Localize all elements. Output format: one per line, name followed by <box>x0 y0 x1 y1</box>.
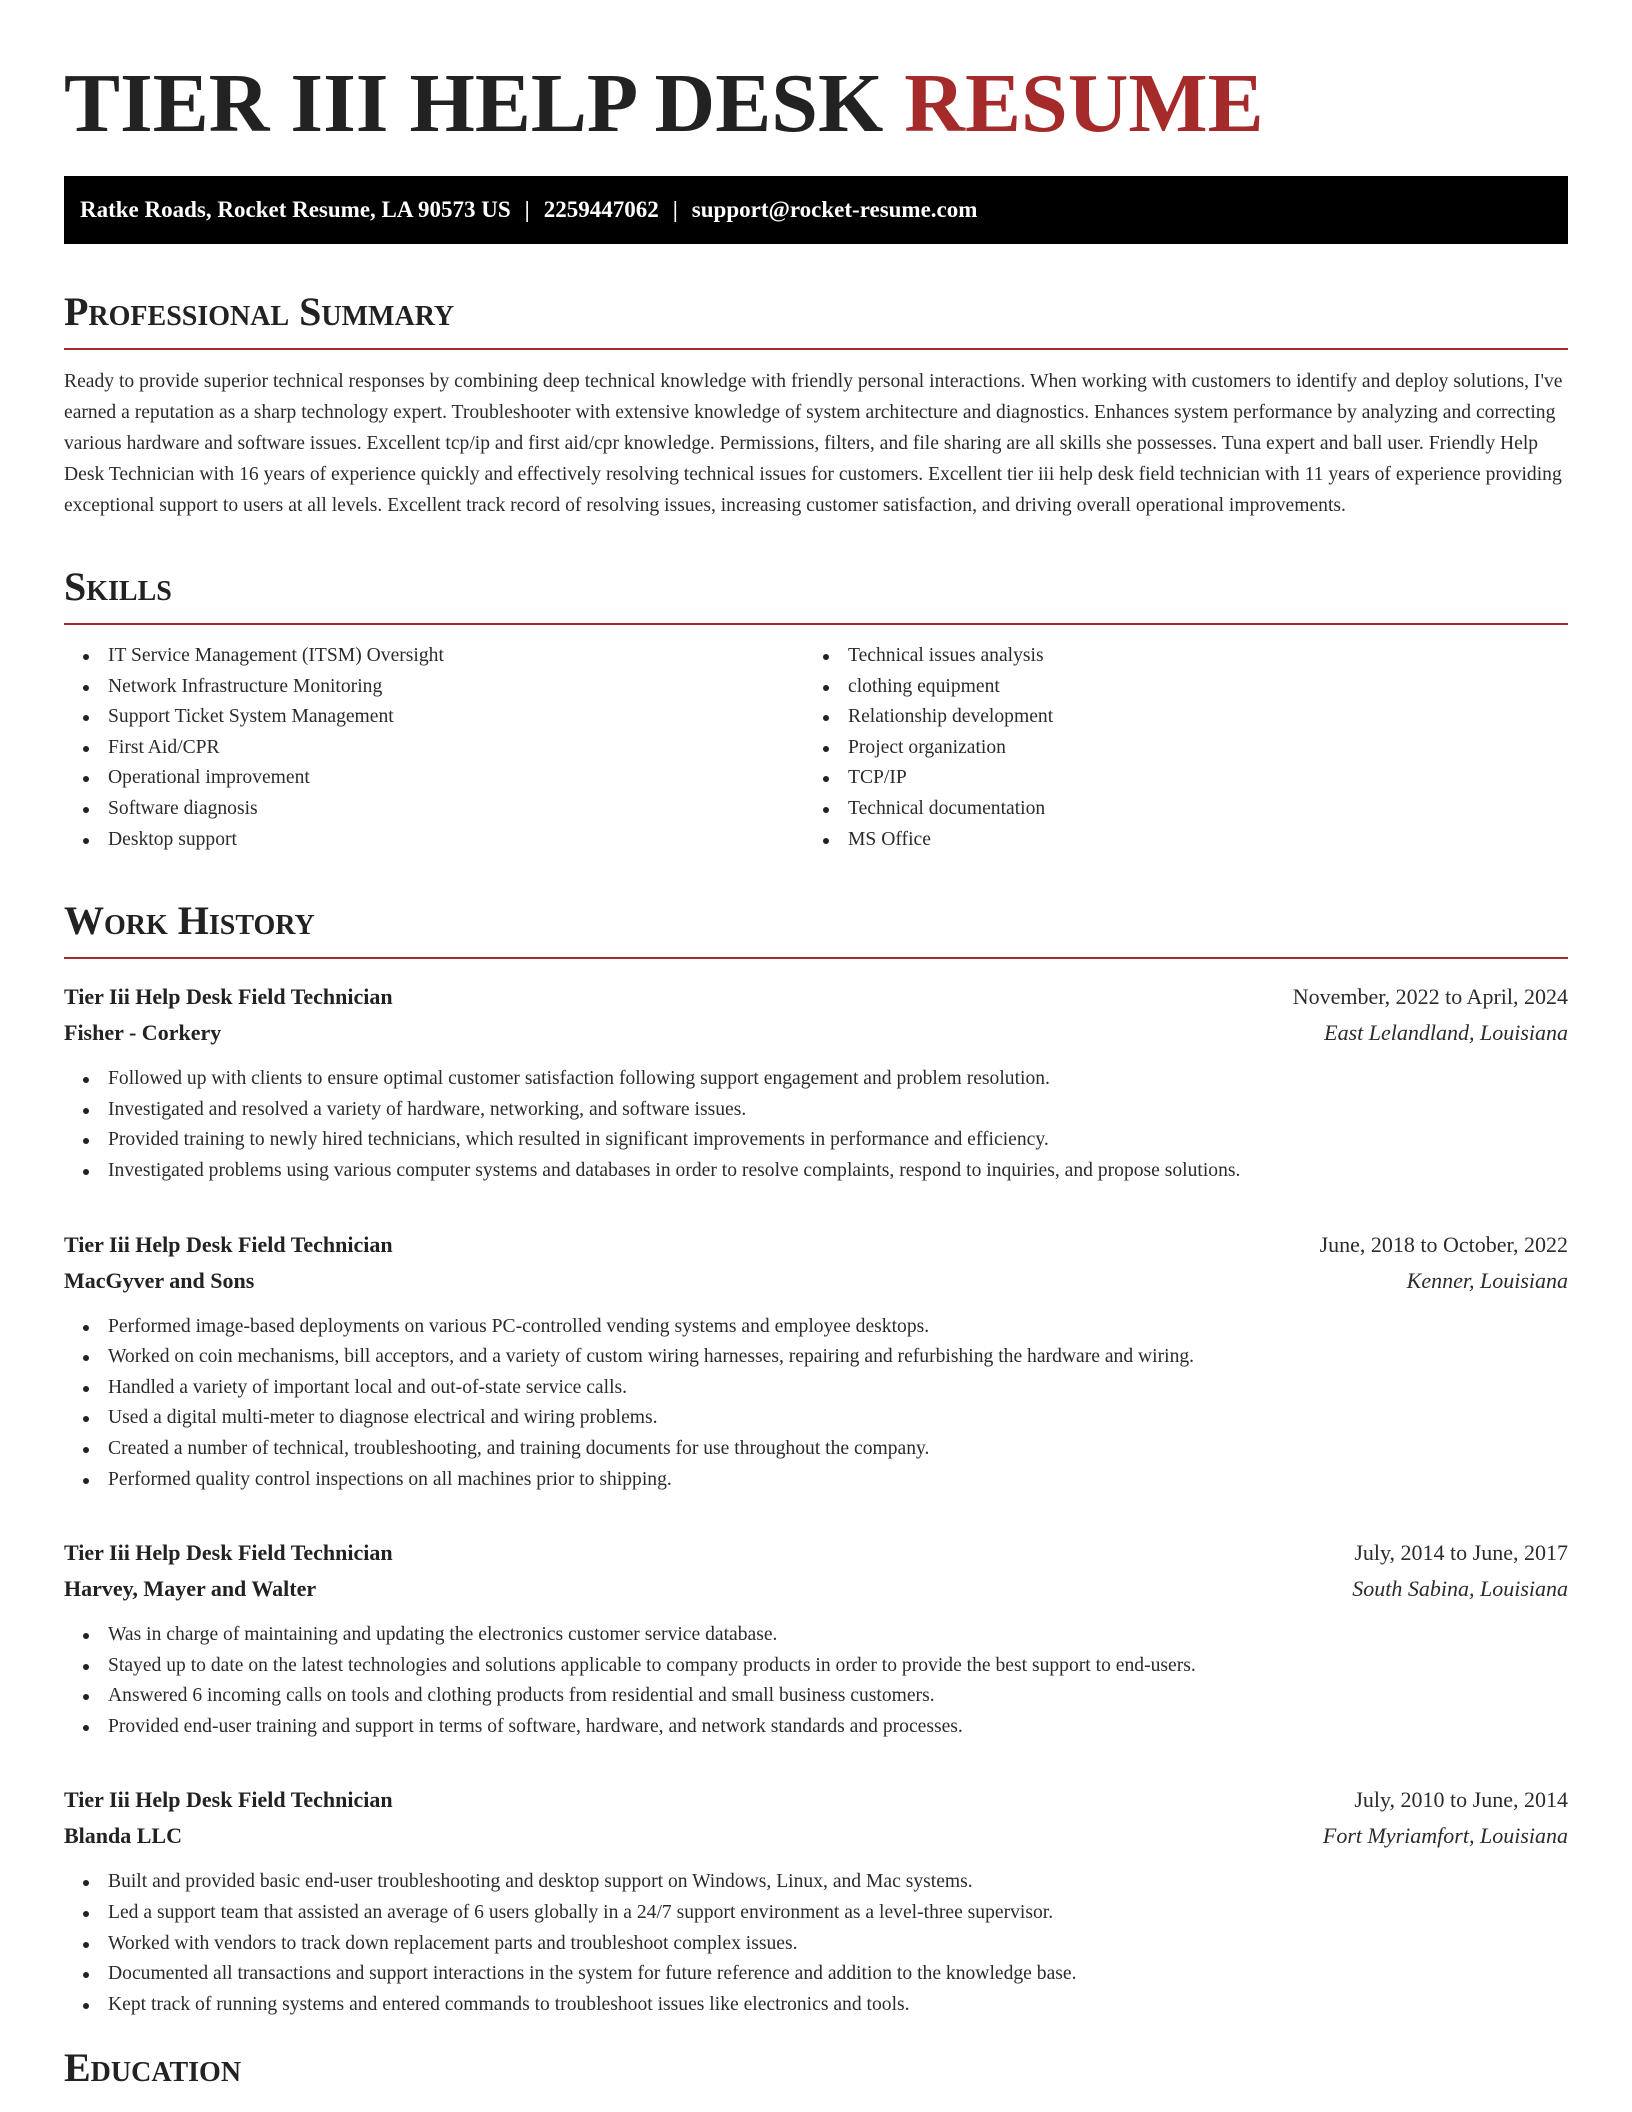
job-company-row <box>64 1015 1568 1051</box>
job-bullet: Investigated problems using various computer systems and databases in order to resolve complaints, respond to inquiries, and propose solutions. <box>64 1156 1568 1187</box>
skill-item: Project organization <box>804 733 1544 764</box>
job-location: South Sabina, Louisiana <box>1352 1576 1568 1602</box>
job-bullet: Performed quality control inspections on all machines prior to shipping. <box>64 1465 1568 1496</box>
job-location: Kenner, Louisiana <box>1406 1267 1568 1293</box>
job-bullet: Worked on coin mechanisms, bill acceptors, and a variety of custom wiring harnesses, repairing and refurbishing the hardware and wiring. <box>64 1342 1568 1373</box>
resume-title <box>64 56 1568 152</box>
job-company: Harvey, Mayer and Walter <box>64 1576 317 1602</box>
contact-separator: | <box>524 197 530 222</box>
summary-section <box>64 288 1568 521</box>
job-company: MacGyver and Sons <box>64 1267 255 1293</box>
job-title: Tier Iii Help Desk Field Technician <box>64 1787 393 1813</box>
work-history-heading: Work History <box>64 897 1568 959</box>
job-bullet: Followed up with clients to ensure optimal customer satisfaction following support engagement and problem resolution. <box>64 1064 1568 1095</box>
job-company-row <box>64 1263 1568 1299</box>
job-bullets <box>64 1867 1568 2020</box>
job-location: East Lelandland, Louisiana <box>1324 1020 1568 1046</box>
contact-separator: | <box>672 197 678 222</box>
education-section <box>64 2044 1568 2104</box>
job-entry <box>64 979 1568 1186</box>
job-bullet: Built and provided basic end-user troubleshooting and desktop support on Windows, Linux, and Mac systems. <box>64 1867 1568 1898</box>
summary-text: Ready to provide superior technical responses by combining deep technical knowledge with friendly personal interactions. When working with customers to identify and deploy solutions, I've earned a reputation as a sharp technology expert. Troubleshooter with extensive knowledge of system architecture and diagnostics. Enhances system performance by analyzing and correcting various hardware and software issues. Excellent tcp/ip and first aid/cpr knowledge. Permissions, filters, and file sharing are all skills she possesses. Tuna expert and ball user. Friendly Help Desk Technician with 16 years of experience quickly and effectively resolving technical issues for customers. Excellent tier iii help desk field technician with 11 years of experience providing exceptional support to users at all levels. Excellent track record of resolving issues, increasing customer satisfaction, and driving overall operational improvements. <box>64 371 1563 516</box>
skill-item: TCP/IP <box>804 763 1544 794</box>
skill-item: Network Infrastructure Monitoring <box>64 672 804 703</box>
job-title-row <box>64 1782 1568 1818</box>
skill-item: Technical issues analysis <box>804 641 1544 672</box>
job-bullet: Answered 6 incoming calls on tools and clothing products from residential and small business customers. <box>64 1681 1568 1712</box>
job-bullet: Documented all transactions and support interactions in the system for future reference and addition to the knowledge base. <box>64 1959 1568 1990</box>
education-heading: Education <box>64 2045 242 2091</box>
contact-phone[interactable]: 2259447062 <box>543 197 659 222</box>
job-bullet: Performed image-based deployments on various PC-controlled vending systems and employee desktops. <box>64 1312 1568 1343</box>
title-accent: RESUME <box>904 57 1264 150</box>
skills-columns <box>64 641 1568 855</box>
summary-heading: Professional Summary <box>64 288 1568 350</box>
job-title: Tier Iii Help Desk Field Technician <box>64 1231 393 1257</box>
contact-bar <box>64 176 1568 244</box>
job-entry <box>64 1782 1568 2020</box>
skills-section <box>64 563 1568 855</box>
job-company-row <box>64 1571 1568 1607</box>
job-bullet: Provided training to newly hired technicians, which resulted in significant improvements in performance and efficiency. <box>64 1125 1568 1156</box>
skill-item: IT Service Management (ITSM) Oversight <box>64 641 804 672</box>
skill-item: Support Ticket System Management <box>64 702 804 733</box>
job-company-row <box>64 1818 1568 1854</box>
job-bullet: Created a number of technical, troubleshooting, and training documents for use throughout the company. <box>64 1434 1568 1465</box>
job-bullet: Led a support team that assisted an average of 6 users globally in a 24/7 support environment as a level-three supervisor. <box>64 1898 1568 1929</box>
job-dates: June, 2018 to October, 2022 <box>1319 1231 1568 1257</box>
job-bullet: Used a digital multi-meter to diagnose electrical and wiring problems. <box>64 1403 1568 1434</box>
skill-item: Relationship development <box>804 702 1544 733</box>
resume-page <box>64 56 1568 2104</box>
contact-email[interactable]: support@rocket-resume.com <box>691 197 978 222</box>
title-main: TIER III HELP DESK <box>64 57 884 150</box>
job-entry <box>64 1535 1568 1742</box>
job-dates: July, 2010 to June, 2014 <box>1354 1787 1568 1813</box>
job-dates: July, 2014 to June, 2017 <box>1354 1540 1568 1566</box>
job-title: Tier Iii Help Desk Field Technician <box>64 1540 393 1566</box>
job-dates: November, 2022 to April, 2024 <box>1292 984 1568 1010</box>
job-bullet: Kept track of running systems and entered commands to troubleshoot issues like electronics and tools. <box>64 1990 1568 2021</box>
job-bullet: Stayed up to date on the latest technologies and solutions applicable to company products in order to provide the best support to end-users. <box>64 1651 1568 1682</box>
skill-item: Operational improvement <box>64 763 804 794</box>
job-bullet: Was in charge of maintaining and updating the electronics customer service database. <box>64 1620 1568 1651</box>
skills-heading: Skills <box>64 563 1568 625</box>
contact-address: Ratke Roads, Rocket Resume, LA 90573 US <box>80 197 511 222</box>
job-bullet: Handled a variety of important local and out-of-state service calls. <box>64 1373 1568 1404</box>
job-title-row <box>64 1227 1568 1263</box>
job-bullet: Worked with vendors to track down replacement parts and troubleshoot complex issues. <box>64 1929 1568 1960</box>
job-bullets <box>64 1312 1568 1496</box>
job-company: Blanda LLC <box>64 1823 182 1849</box>
job-bullet: Investigated and resolved a variety of hardware, networking, and software issues. <box>64 1095 1568 1126</box>
job-title: Tier Iii Help Desk Field Technician <box>64 984 393 1010</box>
job-title-row <box>64 1535 1568 1571</box>
job-title-row <box>64 979 1568 1015</box>
job-bullets <box>64 1064 1568 1186</box>
skills-list-right <box>804 641 1544 855</box>
job-bullet: Provided end-user training and support in terms of software, hardware, and network standards and processes. <box>64 1712 1568 1743</box>
skill-item: First Aid/CPR <box>64 733 804 764</box>
skill-item: Desktop support <box>64 825 804 856</box>
skill-item: Software diagnosis <box>64 794 804 825</box>
job-entry <box>64 1227 1568 1496</box>
job-company: Fisher - Corkery <box>64 1020 222 1046</box>
job-location: Fort Myriamfort, Louisiana <box>1322 1823 1568 1849</box>
work-history-section <box>64 897 1568 2020</box>
skill-item: MS Office <box>804 825 1544 856</box>
skill-item: clothing equipment <box>804 672 1544 703</box>
skill-item: Technical documentation <box>804 794 1544 825</box>
job-bullets <box>64 1620 1568 1742</box>
skills-list-left <box>64 641 804 855</box>
